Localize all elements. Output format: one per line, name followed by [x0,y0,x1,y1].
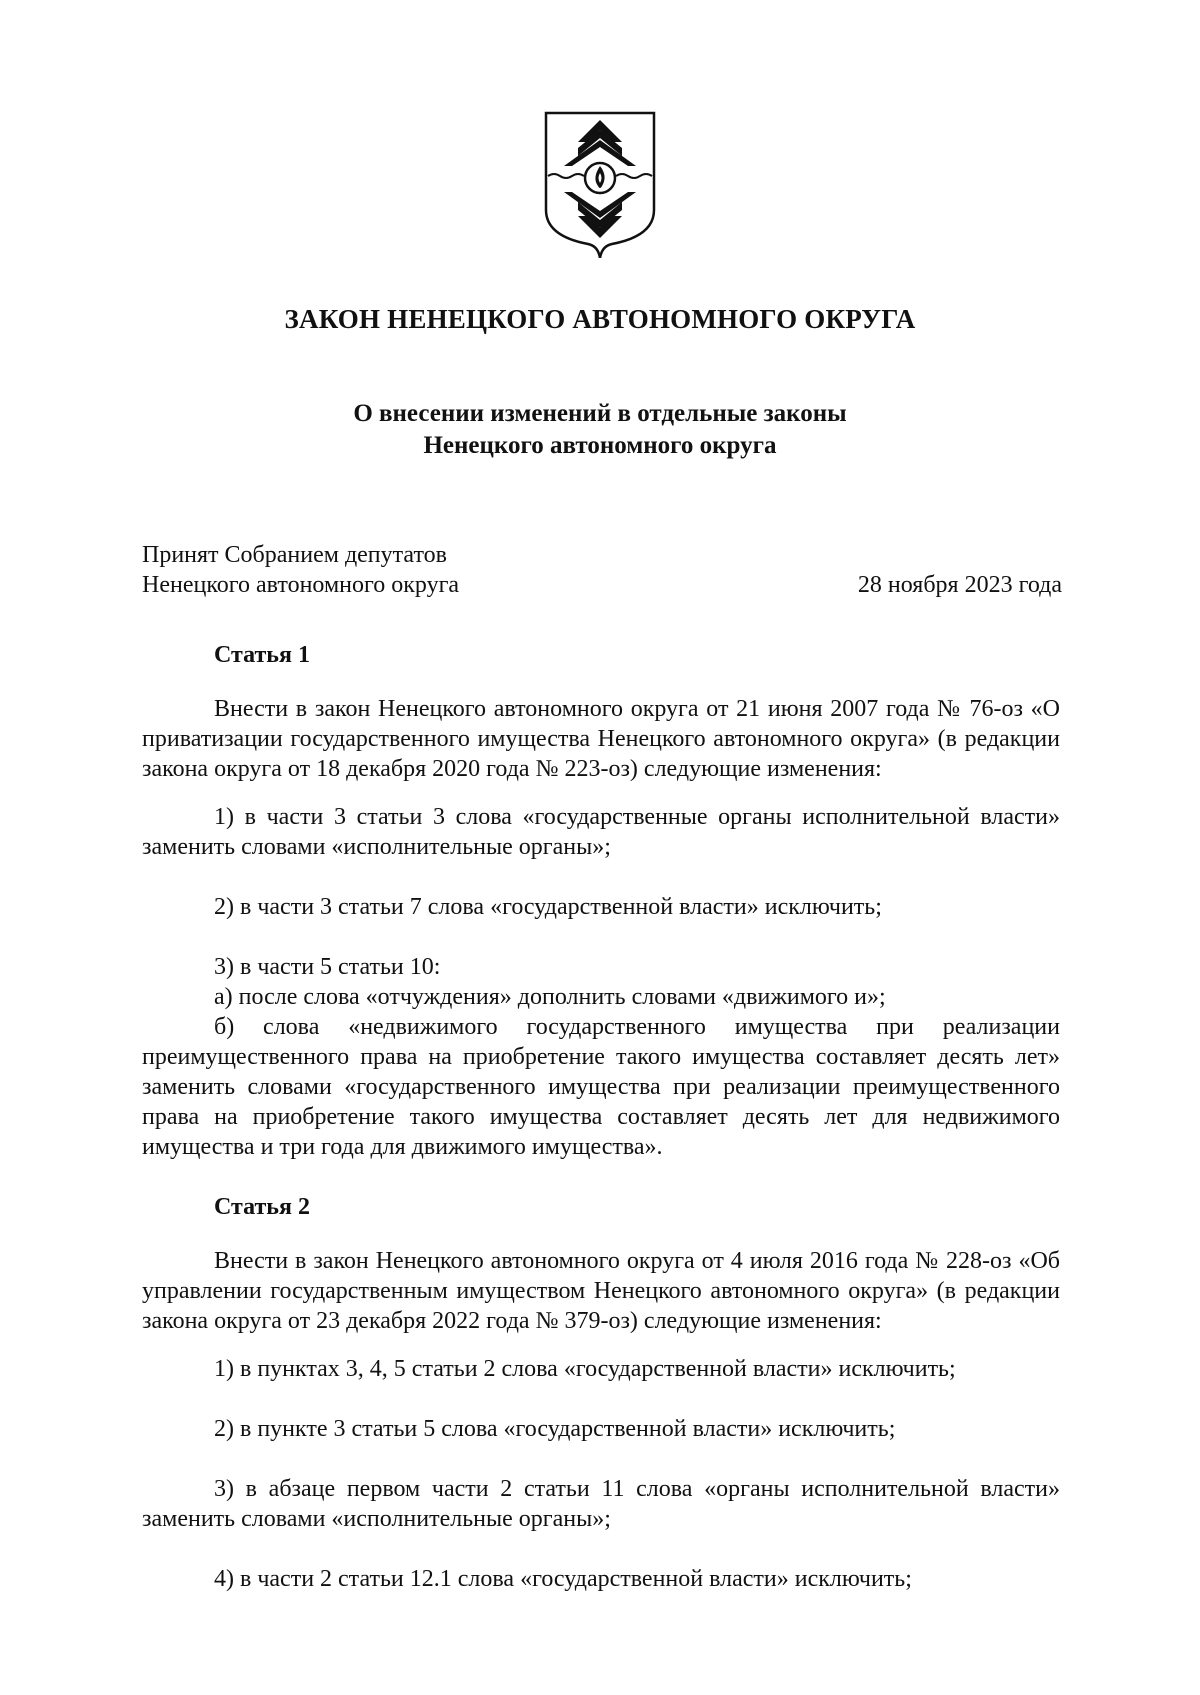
article-1 [142,640,1060,1162]
adopted-line: Ненецкого автономного округа [142,572,460,598]
article-subitem: а) после слова «отчуждения» дополнить словами «движимого и»; [214,984,886,1010]
article-item: 3) в абзаце первом части 2 статьи 11 слова «органы исполнительной власти» заменить словами «исполнительные органы»; [142,1476,1060,1532]
article-heading: Статья 2 [214,1194,310,1220]
law-body [142,640,1060,1594]
article-intro: Внести в закон Ненецкого автономного округа от 21 июня 2007 года № 76-оз «О приватизации государственного имущества Ненецкого автономного округа» (в редакции закона округа от 18 декабря 2020 года № 223-оз) следующие изменения: [142,696,1060,782]
article-heading: Статья 1 [214,642,310,668]
subtitle-line: Ненецкого автономного округа [423,432,777,459]
adopted-line: Принят Собранием депутатов [142,542,447,568]
nenets-coat-of-arms-icon [542,110,658,258]
article-intro: Внести в закон Ненецкого автономного округа от 4 июля 2016 года № 228-оз «Об управлении государственным имуществом Ненецкого автономного округа» (в редакции закона округа от 23 декабря 2022 года № 379-оз) следующие изменения: [142,1248,1060,1334]
law-subtitle [140,398,1060,462]
article-item: 2) в части 3 статьи 7 слова «государственной власти» исключить; [214,894,882,920]
law-title: ЗАКОН НЕНЕЦКОГО АВТОНОМНОГО ОКРУГА [284,304,916,334]
article-item: 1) в части 3 статьи 3 слова «государственные органы исполнительной власти» заменить словами «исполнительные органы»; [142,804,1060,860]
article-item: 1) в пунктах 3, 4, 5 статьи 2 слова «государственной власти» исключить; [214,1356,956,1382]
adoption-block [142,540,1062,600]
article-item: 2) в пункте 3 статьи 5 слова «государственной власти» исключить; [214,1416,896,1442]
article-subitem: б) слова «недвижимого государственного имущества при реализации преимущественного права на приобретение такого имущества составляет десять лет» заменить словами «государственного имущества при реализации преимущественного права на приобретение такого имущества составляет десять лет для недвижимого имущества и три года для движимого имущества». [142,1014,1060,1160]
article-item: 4) в части 2 статьи 12.1 слова «государственной власти» исключить; [214,1566,912,1592]
subtitle-line: О внесении изменений в отдельные законы [353,400,847,427]
adoption-date: 28 ноября 2023 года [857,572,1062,598]
article-item: 3) в части 5 статьи 10: [214,954,441,980]
article-2 [142,1192,1060,1594]
